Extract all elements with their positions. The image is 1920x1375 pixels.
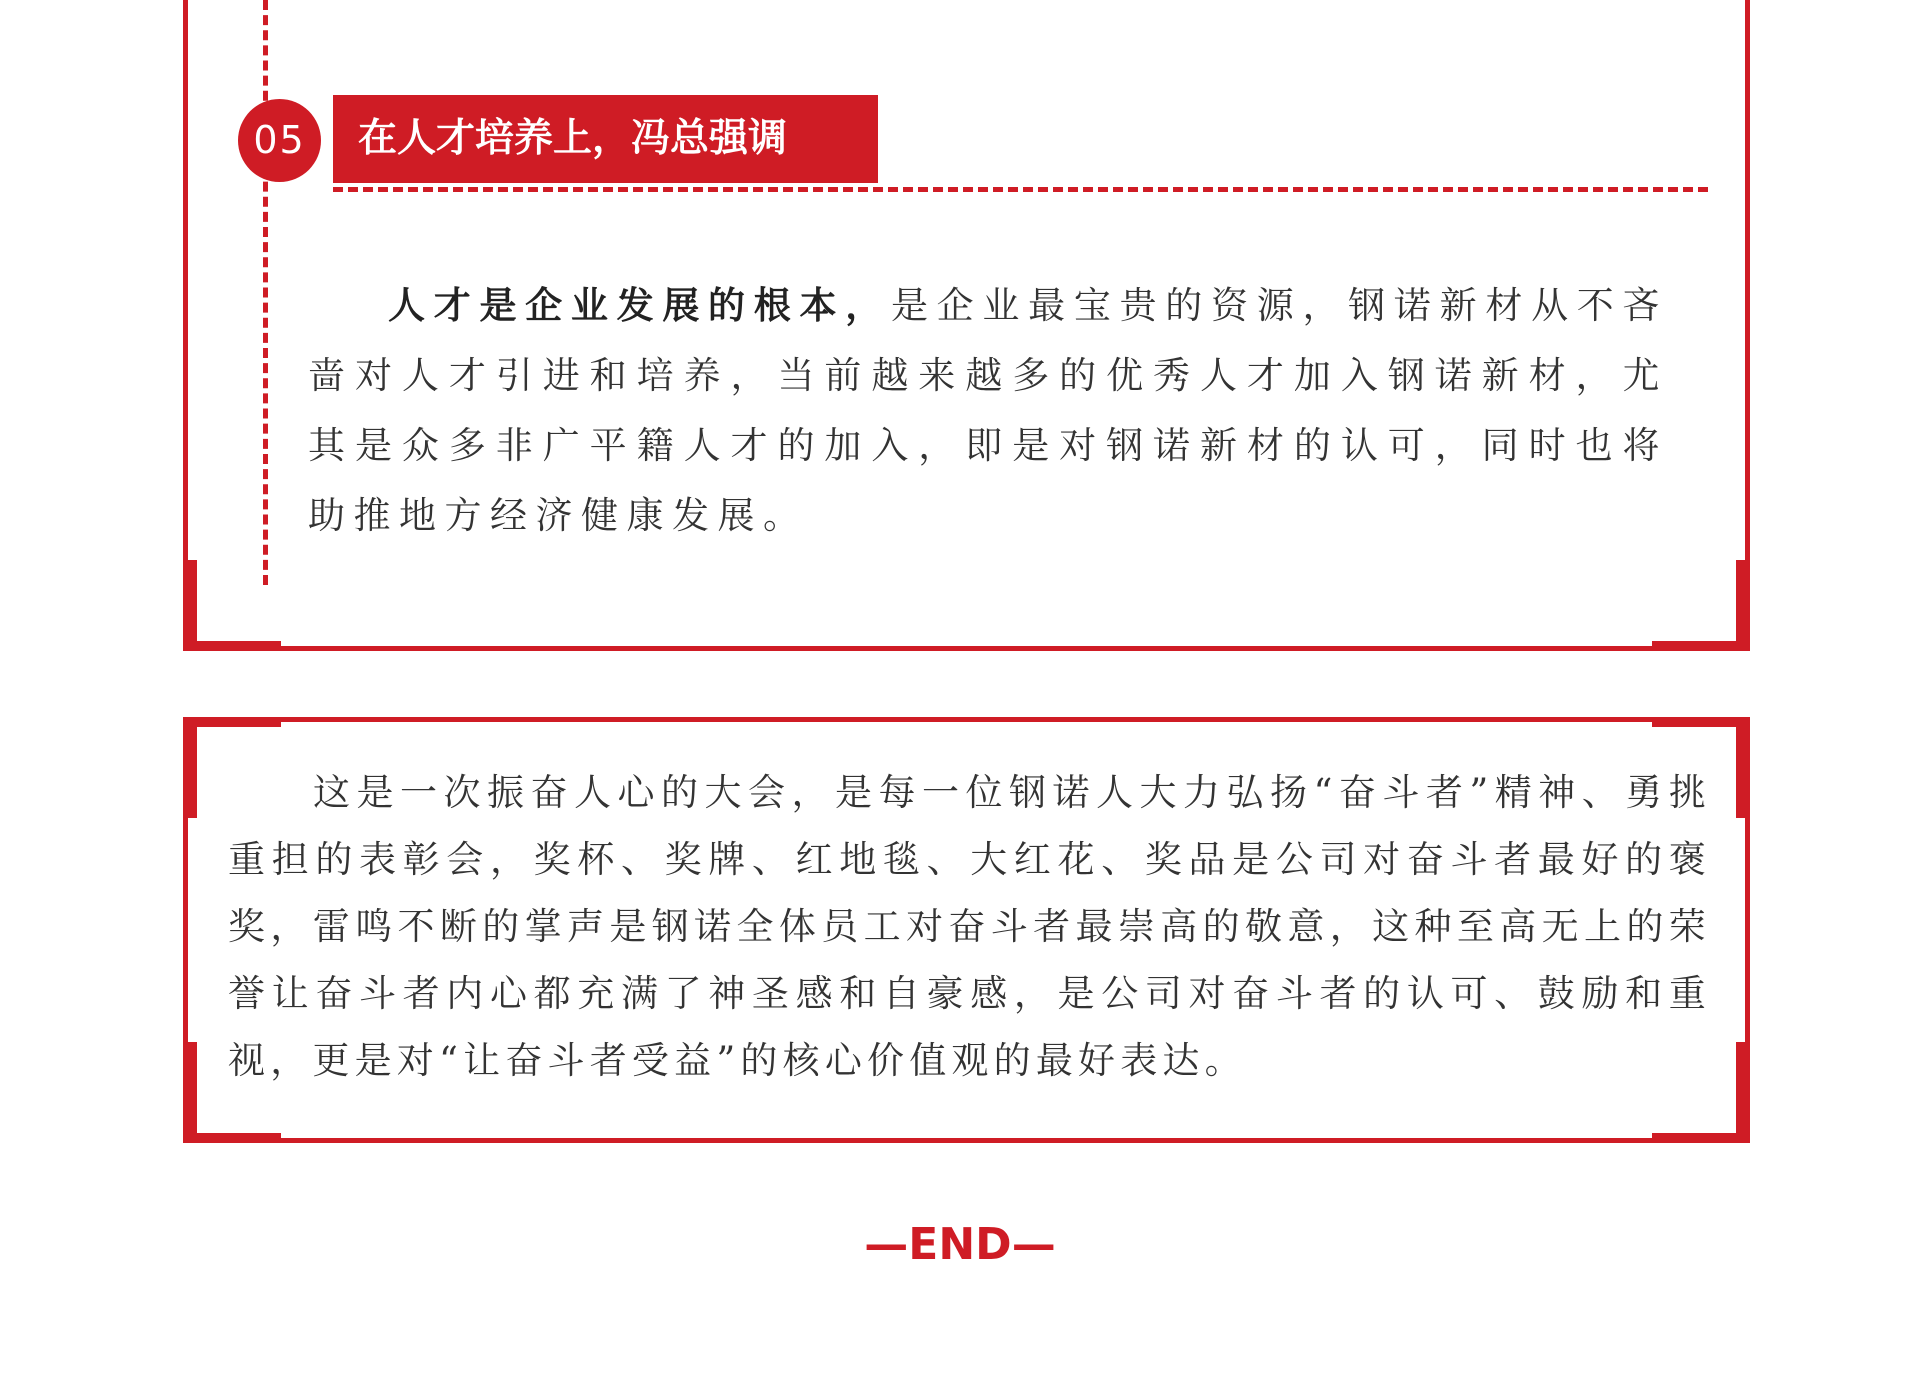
corner-accent-bottom-right: [1736, 1042, 1750, 1143]
dashed-timeline: [263, 0, 268, 585]
corner-accent-bottom-right-h: [1652, 1133, 1750, 1143]
corner-accent-bottom-left: [183, 560, 197, 651]
frame-right-border: [1745, 0, 1750, 651]
end-mark: —END—: [864, 1219, 1056, 1270]
corner-accent-bottom-left: [183, 1042, 197, 1143]
frame-bottom-border: [183, 646, 1750, 651]
corner-accent-bottom-right-h: [1652, 641, 1750, 651]
frame-left-border: [183, 0, 188, 651]
paragraph-lead-bold: 人才是企业发展的根本，: [388, 283, 891, 327]
frame-bottom-border: [183, 1138, 1750, 1143]
frame-top-border: [183, 717, 1750, 722]
section-05-frame: [183, 0, 1750, 651]
corner-accent-bottom-right: [1736, 560, 1750, 651]
corner-accent-top-right-h: [1652, 717, 1750, 727]
corner-accent-bottom-left-h: [183, 641, 281, 651]
corner-accent-top-right: [1736, 717, 1750, 818]
section-paragraph: [308, 270, 1668, 551]
summary-paragraph: 这是一次振奋人心的大会，是每一位钢诺人大力弘扬“奋斗者”精神、勇挑重担的表彰会，奖杯、奖牌、红地毯、大红花、奖品是公司对奋斗者最好的褒奖，雷鸣不断的掌声是钢诺全体员工对奋斗者最崇高的敬意，这种至高无上的荣誉让奋斗者内心都充满了神圣感和自豪感，是公司对奋斗者的认可、鼓励和重视，更是对“让奋斗者受益”的核心价值观的最好表达。: [228, 771, 1711, 1082]
corner-accent-top-left: [183, 717, 197, 818]
corner-accent-bottom-left-h: [183, 1133, 281, 1143]
section-number-badge: 05: [238, 99, 321, 182]
section-heading: 在人才培养上，冯总强调: [333, 95, 878, 183]
heading-dashed-rule: [333, 187, 1708, 192]
summary-frame: [183, 717, 1750, 1143]
paragraph-body: 是企业最宝贵的资源，钢诺新材从不吝啬对人才引进和培养，当前越来越多的优秀人才加入钢诺新材，尤其是众多非广平籍人才的加入，即是对钢诺新材的认可，同时也将助推地方经济健康发展。: [308, 284, 1669, 537]
corner-accent-top-left-h: [183, 717, 281, 727]
